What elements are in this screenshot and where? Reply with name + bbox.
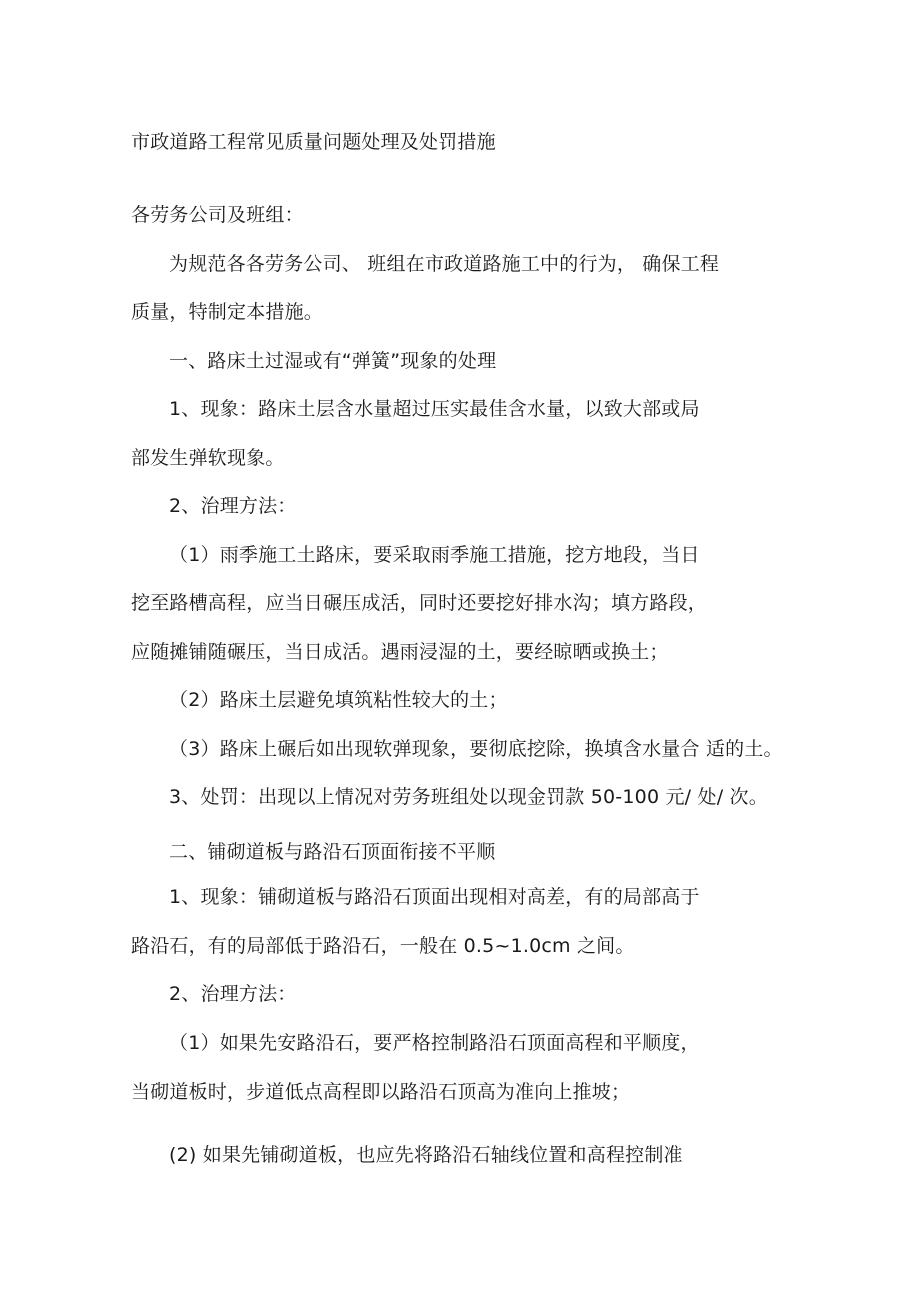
paragraph-line: （3）路床上碾后如出现软弹现象，要彻底挖除，换填含水量合 适的土。 [169, 738, 783, 760]
paragraph-line: （1）如果先安路沿石，要严格控制路沿石顶面高程和平顺度， [169, 1032, 700, 1054]
paragraph-line: 2、治理方法： [169, 495, 297, 517]
paragraph-line: （2）路床土层避免填筑粘性较大的土； [169, 689, 508, 711]
paragraph-line: 当砌道板时，步道低点高程即以路沿石顶高为准向上推坡； [131, 1081, 631, 1103]
section-heading: 一、路床土过湿或有“弹簧”现象的处理 [169, 350, 497, 372]
paragraph-line: 应随摊铺随碾压，当日成活。遇雨浸湿的土，要经晾晒或换土； [131, 641, 669, 663]
document-title: 市政道路工程常见质量问题处理及处罚措施 [131, 131, 496, 153]
paragraph-line: 为规范各各劳务公司、 班组在市政道路施工中的行为， 确保工程 [169, 253, 720, 275]
paragraph-line: 1、现象：路床土层含水量超过压实最佳含水量，以致大部或局 [169, 398, 700, 420]
paragraph-line: (2) 如果先铺砌道板，也应先将路沿石轴线位置和高程控制准 [169, 1144, 683, 1166]
paragraph-line: 1、现象：铺砌道板与路沿石顶面出现相对高差，有的局部高于 [169, 886, 700, 908]
salutation-line: 各劳务公司及班组： [131, 204, 304, 226]
paragraph-line: 2、治理方法： [169, 983, 297, 1005]
paragraph-line: （1）雨季施工土路床，要采取雨季施工措施，挖方地段，当日 [169, 544, 700, 566]
paragraph-line: 路沿石，有的局部低于路沿石，一般在 0.5~1.0cm 之间。 [131, 935, 635, 957]
paragraph-line: 挖至路槽高程，应当日碾压成活，同时还要挖好排水沟；填方路段， [131, 592, 708, 614]
paragraph-line: 质量，特制定本措施。 [131, 301, 324, 323]
paragraph-line: 3、处罚：出现以上情况对劳务班组处以现金罚款 50-100 元/ 处/ 次。 [169, 786, 768, 808]
section-heading: 二、铺砌道板与路沿石顶面衔接不平顺 [169, 841, 496, 863]
paragraph-line: 部发生弹软现象。 [131, 447, 285, 469]
